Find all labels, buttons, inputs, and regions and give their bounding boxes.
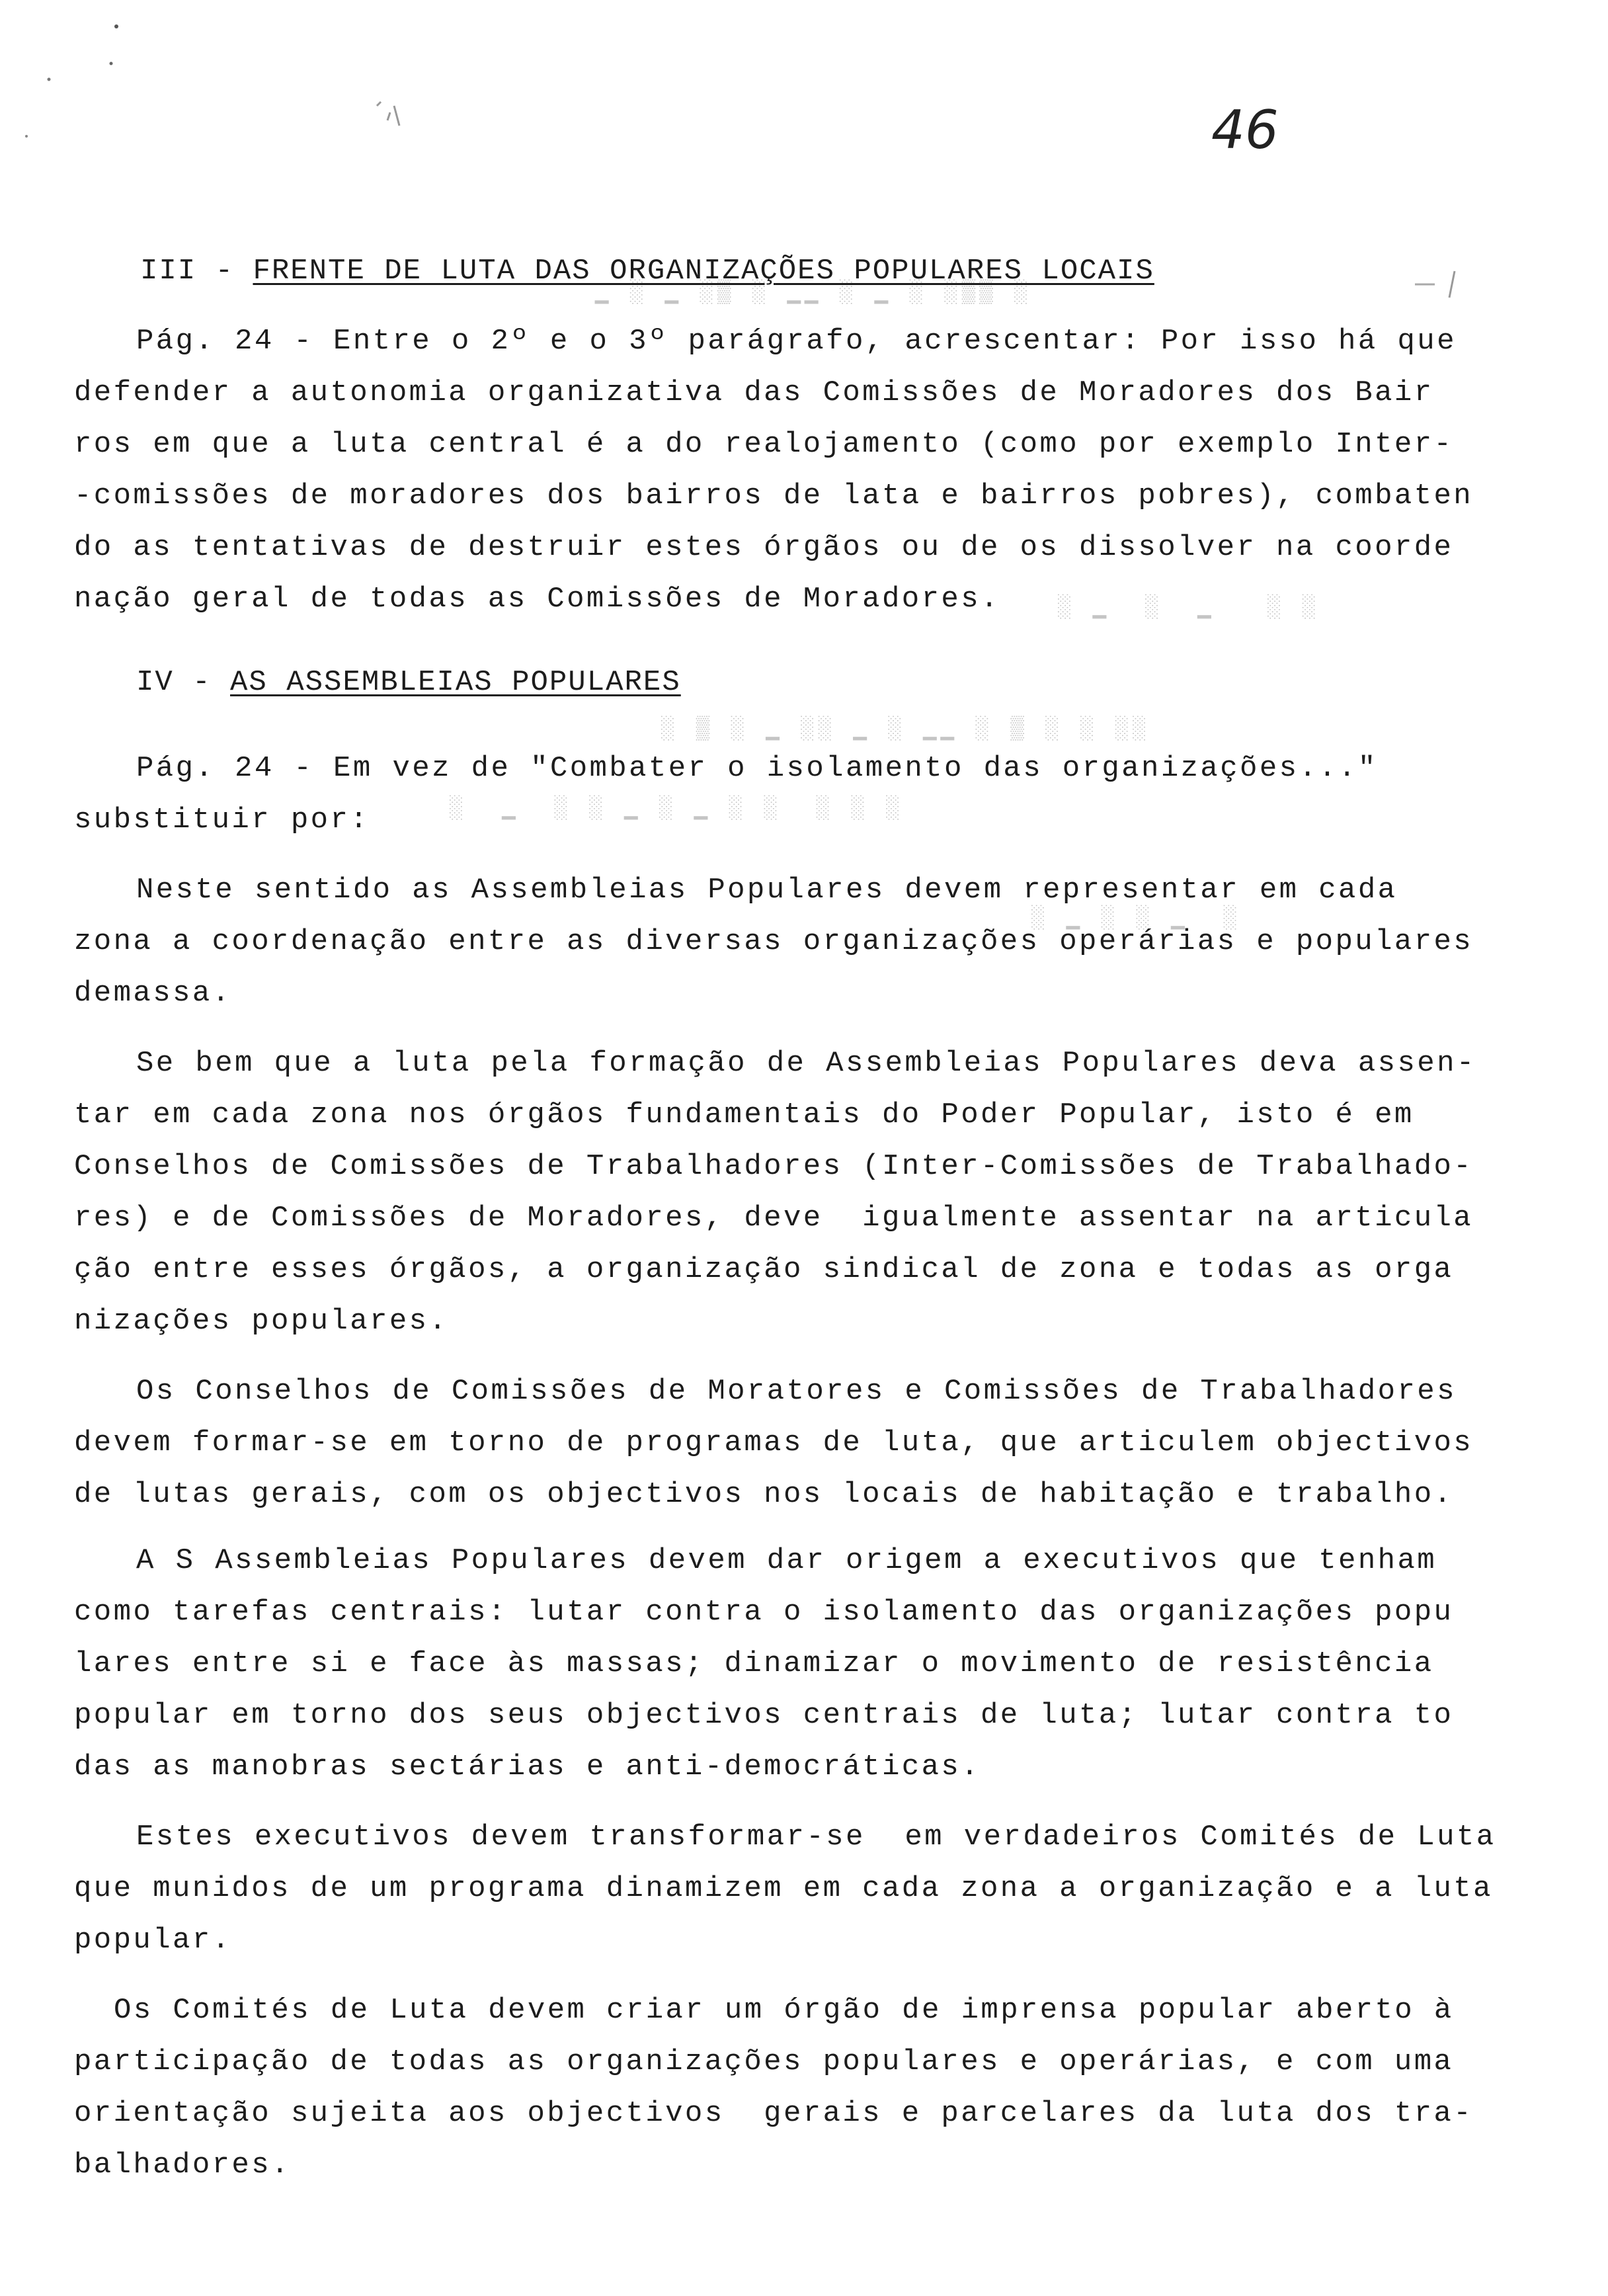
show-through-text: ░ ▁ ░ ░ ▁ ░ — [1031, 906, 1241, 931]
paragraph-line: tar em cada zona nos órgãos fundamentais do Poder Popular, isto é em — [74, 1098, 1414, 1131]
paragraph-line: A S Assembleias Populares devem dar origem a executivos que tenham — [136, 1544, 1437, 1577]
paragraph-line: ros em que a luta central é a do realojamento (como por exemplo Inter- — [74, 428, 1454, 461]
section-roman-iii: III — [140, 255, 197, 288]
paragraph-line: ção entre esses órgãos, a organização sindical de zona e todas as orga — [74, 1253, 1454, 1286]
paragraph-line: nação geral de todas as Comissões de Moradores. — [74, 583, 1000, 616]
paragraph-line: balhadores. — [74, 2149, 291, 2182]
section-heading-iii: III - FRENTE DE LUTA DAS ORGANIZAÇÕES POPULARES LOCAIS — [140, 255, 1154, 288]
instruction-line: Pág. 24 - Em vez de "Combater o isolamento das organizações..." — [136, 752, 1378, 785]
paragraph-line: zona a coordenação entre as diversas organizações operárias e populares — [74, 925, 1474, 958]
paragraph-line: demassa. — [74, 977, 232, 1010]
paragraph-line: Se bem que a luta pela formação de Assembleias Populares deva assen- — [136, 1047, 1476, 1080]
section-heading-iv: IV - AS ASSEMBLEIAS POPULARES — [136, 666, 681, 699]
show-through-text: ░ ▁ ░ ▁ ░ ░ — [1058, 595, 1320, 620]
paragraph-line: orientação sujeita aos objectivos gerais e parcelares da luta dos tra- — [74, 2097, 1474, 2130]
paragraph-line: lares entre si e face às massas; dinamizar o movimento de resistência — [74, 1647, 1434, 1680]
paragraph-line: que munidos de um programa dinamizem em cada zona a organização e a luta — [74, 1872, 1493, 1905]
show-through-text: ▁ ░ ▁ ░▒ ░ ▁▁ ░ ▁ ░ ░▒▒ ░ — [595, 280, 1032, 306]
paragraph-line: Os Comités de Luta devem criar um órgão de imprensa popular aberto à — [114, 1994, 1454, 2027]
paragraph-line: das as manobras sectárias e anti-democráticas. — [74, 1750, 981, 1784]
paragraph-line: Estes executivos devem transformar-se em verdadeiros Comités de Luta — [136, 1821, 1496, 1854]
paragraph-line: devem formar-se em torno de programas de luta, que articulem objectivos — [74, 1426, 1474, 1459]
section-title-iii: FRENTE DE LUTA DAS ORGANIZAÇÕES POPULARES LOCAIS — [253, 255, 1154, 288]
paragraph-line: Neste sentido as Assembleias Populares devem representar em cada — [136, 874, 1398, 907]
paragraph-line: participação de todas as organizações populares e operárias, e com uma — [74, 2045, 1454, 2078]
paragraph-line: popular em torno dos seus objectivos centrais de luta; lutar contra to — [74, 1699, 1454, 1732]
section-roman-iv: IV — [136, 666, 174, 699]
show-through-text: ░ ▁ ░ ░ ▁ ░ ▁ ░ ░ ░ ░ ░ — [450, 796, 904, 821]
paragraph-line: nizações populares. — [74, 1305, 449, 1338]
paragraph-line: do as tentativas de destruir estes órgãos ou de os dissolver na coorde — [74, 531, 1454, 564]
paragraph-line: Conselhos de Comissões de Trabalhadores (Inter-Comissões de Trabalhado- — [74, 1150, 1474, 1183]
paragraph-line: Pág. 24 - Entre o 2º e o 3º parágrafo, acrescentar: Por isso há que — [136, 325, 1457, 358]
paragraph-line: como tarefas centrais: lutar contra o isolamento das organizações popu — [74, 1596, 1454, 1629]
paragraph-line: de lutas gerais, com os objectivos nos locais de habitação e trabalho. — [74, 1478, 1454, 1511]
paragraph-line: -comissões de moradores dos bairros de lata e bairros pobres), combaten — [74, 479, 1474, 512]
paragraph-line: res) e de Comissões de Moradores, deve igualmente assentar na articula — [74, 1202, 1474, 1235]
paragraph-line: defender a autonomia organizativa das Comissões de Moradores dos Bair — [74, 376, 1434, 409]
instruction-line: substituir por: — [74, 803, 370, 837]
show-through-text: ░ ▒ ░ ▁ ░░ ▁ ░ ▁▁ ░ ▒ ░ ░ ░░ — [661, 717, 1150, 742]
section-title-iv: AS ASSEMBLEIAS POPULARES — [230, 666, 681, 699]
paragraph-line: Os Conselhos de Comissões de Moratores e Comissões de Trabalhadores — [136, 1375, 1457, 1408]
paragraph-line: popular. — [74, 1924, 232, 1957]
page-number: 46 — [1211, 99, 1279, 161]
